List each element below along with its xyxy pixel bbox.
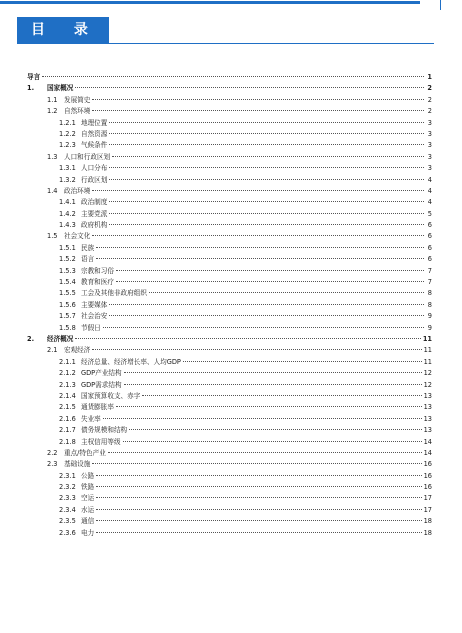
toc-entry-number: 2.1.2 (59, 369, 76, 378)
toc-entry-number: 1.2.3 (59, 141, 76, 150)
toc-leader-dots (96, 497, 421, 498)
toc-entry-number: 1.2.2 (59, 129, 76, 138)
toc-entry-number: 1. (27, 84, 35, 93)
toc-page-number: 2 (427, 107, 432, 116)
toc-leader-dots (124, 372, 422, 373)
toc-entry[interactable] (27, 391, 432, 402)
toc-leader-dots (103, 327, 424, 328)
toc-entry-title: 主要媒体 (81, 300, 108, 309)
toc-page-number: 5 (427, 209, 432, 218)
toc-entry-title: 政府机构 (81, 221, 108, 230)
toc-entry-title: 政治制度 (81, 198, 108, 207)
toc-entry-title: 人口和行政区划 (64, 152, 111, 161)
toc-entry-title: GDP产业结构 (81, 369, 122, 378)
toc-entry-label (59, 414, 101, 425)
toc-entry-title: 社会治安 (81, 312, 108, 321)
toc-entry-title: 铁路 (81, 483, 95, 492)
toc-entry-label (59, 357, 181, 368)
toc-page-number: 17 (423, 494, 432, 503)
toc-leader-dots (116, 270, 424, 271)
toc-entry-title: 宗教和习俗 (81, 266, 114, 275)
toc-page-number: 18 (423, 517, 432, 526)
toc-page-number: 2 (427, 95, 432, 104)
toc-entry-number: 1.3.2 (59, 175, 76, 184)
toc-entry[interactable] (27, 163, 432, 174)
toc-entry-label (59, 140, 107, 151)
toc-entry-title: 政治环境 (64, 186, 91, 195)
toc-entry-label (59, 368, 122, 379)
toc-entry[interactable] (27, 197, 432, 208)
toc-entry-number: 1.3.1 (59, 164, 76, 173)
toc-page-number: 7 (427, 266, 432, 275)
toc-entry-number: 2.1.7 (59, 426, 76, 435)
toc-entry-number: 2.3.5 (59, 517, 76, 526)
toc-page-number: 16 (423, 471, 432, 480)
toc-entry-title: 行政区划 (81, 175, 108, 184)
toc-entry-title: 公路 (81, 471, 95, 480)
toc-entry-label (59, 482, 94, 493)
toc-leader-dots (123, 441, 422, 442)
toc-leader-dots (75, 87, 424, 88)
toc-entry[interactable] (27, 152, 432, 163)
toc-entry[interactable] (27, 220, 432, 231)
toc-page-number: 11 (423, 357, 432, 366)
toc-page-number: 13 (423, 414, 432, 423)
toc-entry[interactable] (27, 311, 432, 322)
toc-entry-label (59, 516, 94, 527)
toc-entry-label (59, 311, 107, 322)
toc-entry[interactable] (27, 118, 432, 129)
toc-entry[interactable] (27, 106, 432, 117)
toc-entry-number: 1.5.8 (59, 323, 76, 332)
toc-entry-title: 社会文化 (64, 232, 91, 241)
toc-page-number: 3 (427, 129, 432, 138)
toc-leader-dots (109, 224, 424, 225)
toc-entry[interactable] (27, 175, 432, 186)
toc-entry-title: 电力 (81, 528, 95, 537)
toc-page-number: 6 (427, 221, 432, 230)
table-of-contents (27, 72, 432, 539)
toc-entry-label (59, 437, 121, 448)
toc-entry-label (59, 471, 94, 482)
toc-entry[interactable] (27, 334, 432, 345)
toc-leader-dots (112, 156, 424, 157)
toc-entry-label (47, 106, 90, 117)
toc-page-number: 12 (423, 380, 432, 389)
toc-page-number: 8 (427, 300, 432, 309)
toc-entry-number: 1.5.7 (59, 312, 76, 321)
toc-entry[interactable] (27, 243, 432, 254)
toc-page-number: 7 (427, 278, 432, 287)
toc-leader-dots (75, 338, 420, 339)
toc-entry-label (27, 83, 73, 94)
toc-leader-dots (109, 213, 424, 214)
toc-entry-title: 通货膨胀率 (81, 403, 114, 412)
toc-leader-dots (96, 258, 424, 259)
toc-page-number: 1 (427, 73, 432, 81)
toc-entry-label (59, 197, 107, 208)
toc-entry-title: 基础设施 (64, 460, 91, 469)
toc-entry[interactable] (27, 209, 432, 220)
toc-leader-dots (116, 406, 422, 407)
toc-entry-label (59, 425, 127, 436)
toc-entry[interactable] (27, 528, 432, 539)
toc-page-number: 16 (423, 460, 432, 469)
toc-entry-number: 2.1 (47, 346, 58, 355)
toc-entry-label (47, 95, 90, 106)
toc-entry-title: 主要党派 (81, 209, 108, 218)
title-underline (109, 43, 434, 44)
toc-leader-dots (96, 486, 421, 487)
toc-page-number: 13 (423, 426, 432, 435)
toc-entry-label (27, 72, 40, 83)
toc-entry-number: 2.2 (47, 448, 58, 457)
toc-leader-dots (109, 122, 424, 123)
toc-page-number: 4 (427, 198, 432, 207)
toc-entry-number: 1.5.6 (59, 300, 76, 309)
toc-entry-title: 人口分布 (81, 164, 108, 173)
toc-entry-label (59, 175, 107, 186)
toc-entry-title: 经济概况 (47, 334, 74, 343)
toc-page-number: 3 (427, 141, 432, 150)
toc-entry-label (59, 288, 147, 299)
toc-entry[interactable] (27, 95, 432, 106)
toc-leader-dots (109, 304, 424, 305)
toc-entry-title: 国家概况 (47, 84, 74, 93)
toc-entry-label (59, 266, 114, 277)
toc-entry[interactable] (27, 471, 432, 482)
toc-leader-dots (142, 395, 421, 396)
toc-entry[interactable] (27, 277, 432, 288)
toc-entry-title: 气候条件 (81, 141, 108, 150)
toc-entry-title: 通信 (81, 517, 95, 526)
header-rule (0, 1, 420, 4)
page-title: 目 录 (17, 17, 109, 44)
toc-entry-number: 1.5 (47, 232, 58, 241)
toc-page-number: 3 (427, 118, 432, 127)
toc-entry-number: 2.1.1 (59, 357, 76, 366)
toc-leader-dots (96, 247, 424, 248)
toc-page-number: 6 (427, 232, 432, 241)
toc-entry[interactable] (27, 482, 432, 493)
toc-entry-title: GDP需求结构 (81, 380, 122, 389)
toc-entry-label (47, 459, 90, 470)
toc-page-number: 3 (427, 152, 432, 161)
toc-entry[interactable] (27, 459, 432, 470)
toc-entry-title: 自然环境 (64, 107, 91, 116)
toc-entry-title: 宏观经济 (64, 346, 91, 355)
toc-entry-number: 1.1 (47, 95, 58, 104)
toc-entry-number: 2.3.4 (59, 505, 76, 514)
toc-entry-title: 发展简史 (64, 95, 91, 104)
toc-page-number: 12 (423, 369, 432, 378)
toc-entry-number: 1.3 (47, 152, 58, 161)
toc-entry-label (59, 391, 140, 402)
toc-page-number: 18 (423, 528, 432, 537)
toc-page-number: 3 (427, 164, 432, 173)
toc-entry-number: 2.3.2 (59, 483, 76, 492)
toc-entry[interactable] (27, 300, 432, 311)
toc-entry-title: 失业率 (81, 414, 101, 423)
toc-entry-number: 1.5.4 (59, 278, 76, 287)
toc-entry-label (47, 186, 90, 197)
toc-entry[interactable] (27, 516, 432, 527)
toc-entry-label (59, 300, 107, 311)
toc-entry-title: 主权信用等级 (81, 437, 121, 446)
toc-entry-label (59, 254, 94, 265)
toc-entry[interactable] (27, 231, 432, 242)
toc-entry[interactable] (27, 493, 432, 504)
toc-leader-dots (42, 76, 424, 77)
toc-leader-dots (103, 418, 422, 419)
toc-entry-title: 经济总量、经济增长率、人均GDP (81, 357, 181, 366)
toc-entry[interactable] (27, 323, 432, 334)
toc-leader-dots (96, 475, 421, 476)
toc-leader-dots (96, 532, 421, 533)
toc-leader-dots (124, 384, 422, 385)
toc-entry-number: 1.2 (47, 107, 58, 116)
toc-page-number: 2 (427, 84, 432, 93)
toc-entry-number: 1.2.1 (59, 118, 76, 127)
toc-entry-label (59, 493, 94, 504)
toc-entry-number: 2.3.1 (59, 471, 76, 480)
toc-entry[interactable] (27, 140, 432, 151)
toc-entry-label (59, 380, 122, 391)
toc-entry-title: 教育和医疗 (81, 278, 114, 287)
toc-entry-title: 重点/特色产业 (64, 448, 106, 457)
toc-page-number: 6 (427, 243, 432, 252)
toc-entry-number: 2.1.8 (59, 437, 76, 446)
toc-page-number: 8 (427, 289, 432, 298)
toc-leader-dots (109, 201, 424, 202)
toc-entry-label (59, 505, 94, 516)
toc-entry-label (47, 152, 110, 163)
toc-entry[interactable] (27, 254, 432, 265)
toc-leader-dots (109, 167, 424, 168)
toc-entry[interactable] (27, 266, 432, 277)
toc-leader-dots (109, 179, 424, 180)
toc-entry-label (59, 528, 94, 539)
toc-leader-dots (108, 452, 422, 453)
toc-leader-dots (109, 133, 424, 134)
toc-leader-dots (92, 235, 424, 236)
toc-entry-label (59, 163, 107, 174)
toc-page-number: 9 (427, 323, 432, 332)
toc-page-number: 14 (423, 448, 432, 457)
toc-entry-title: 民族 (81, 243, 95, 252)
toc-entry-label (59, 129, 107, 140)
toc-entry[interactable] (27, 425, 432, 436)
toc-entry-number: 2.1.5 (59, 403, 76, 412)
toc-leader-dots (92, 99, 424, 100)
toc-page-number: 11 (423, 346, 432, 355)
toc-leader-dots (96, 509, 421, 510)
toc-entry-number: 1.4.3 (59, 221, 76, 230)
toc-page-number: 4 (427, 175, 432, 184)
toc-leader-dots (149, 292, 424, 293)
toc-entry-label (59, 277, 114, 288)
toc-entry-number: 1.5.3 (59, 266, 76, 275)
toc-entry-title: 国家预算收支、赤字 (81, 391, 141, 400)
toc-entry-number: 2.1.6 (59, 414, 76, 423)
toc-entry-number: 2.3.6 (59, 528, 76, 537)
toc-page-number: 14 (423, 437, 432, 446)
toc-entry-number: 1.4 (47, 186, 58, 195)
toc-leader-dots (109, 315, 424, 316)
toc-entry[interactable] (27, 129, 432, 140)
toc-entry-label (47, 448, 106, 459)
toc-entry-title: 节假日 (81, 323, 101, 332)
toc-entry-number: 2.3 (47, 460, 58, 469)
toc-entry[interactable] (27, 402, 432, 413)
toc-leader-dots (109, 144, 424, 145)
toc-entry-number: 1.5.1 (59, 243, 76, 252)
toc-entry-title: 债务规模和结构 (81, 426, 128, 435)
toc-entry[interactable] (27, 345, 432, 356)
toc-entry-title: 语言 (81, 255, 95, 264)
toc-entry[interactable] (27, 186, 432, 197)
toc-leader-dots (116, 281, 424, 282)
toc-leader-dots (92, 463, 421, 464)
toc-entry[interactable] (27, 72, 432, 83)
toc-leader-dots (129, 429, 421, 430)
toc-entry-label (59, 220, 107, 231)
toc-page-number: 13 (423, 403, 432, 412)
toc-page-number: 16 (423, 483, 432, 492)
toc-entry[interactable] (27, 357, 432, 368)
toc-entry[interactable] (27, 83, 432, 94)
toc-entry-number: 2. (27, 334, 35, 343)
toc-entry-label (59, 402, 114, 413)
toc-entry-number: 2.1.4 (59, 391, 76, 400)
toc-entry-label (59, 243, 94, 254)
toc-entry[interactable] (27, 288, 432, 299)
toc-entry-number: 2.3.3 (59, 494, 76, 503)
toc-entry-title: 自然资源 (81, 129, 108, 138)
toc-entry-label (27, 334, 73, 345)
toc-page-number: 9 (427, 312, 432, 321)
toc-entry[interactable] (27, 414, 432, 425)
toc-entry[interactable] (27, 437, 432, 448)
toc-entry-label (59, 118, 107, 129)
toc-entry-title: 地理位置 (81, 118, 108, 127)
toc-entry-title: 水运 (81, 505, 95, 514)
toc-page-number: 4 (427, 186, 432, 195)
header-tick (440, 0, 441, 10)
toc-entry-number: 1.4.2 (59, 209, 76, 218)
toc-page-number: 11 (422, 334, 432, 343)
toc-entry[interactable] (27, 505, 432, 516)
toc-entry-title: 工会及其他非政府组织 (81, 289, 147, 298)
toc-entry-title: 导言 (27, 73, 41, 81)
toc-leader-dots (92, 349, 421, 350)
toc-entry-label (47, 231, 90, 242)
toc-leader-dots (183, 361, 422, 362)
toc-page-number: 6 (427, 255, 432, 264)
toc-entry[interactable] (27, 380, 432, 391)
toc-entry-number: 1.5.2 (59, 255, 76, 264)
toc-entry-number: 2.1.3 (59, 380, 76, 389)
toc-page-number: 13 (423, 391, 432, 400)
toc-entry-label (59, 323, 101, 334)
toc-entry-label (59, 209, 107, 220)
toc-leader-dots (92, 110, 424, 111)
toc-entry[interactable] (27, 448, 432, 459)
toc-page-number: 17 (423, 505, 432, 514)
toc-entry-label (47, 345, 90, 356)
toc-entry-title: 空运 (81, 494, 95, 503)
toc-entry-number: 1.5.5 (59, 289, 76, 298)
toc-entry[interactable] (27, 368, 432, 379)
toc-entry-number: 1.4.1 (59, 198, 76, 207)
toc-leader-dots (92, 190, 424, 191)
toc-leader-dots (96, 520, 421, 521)
